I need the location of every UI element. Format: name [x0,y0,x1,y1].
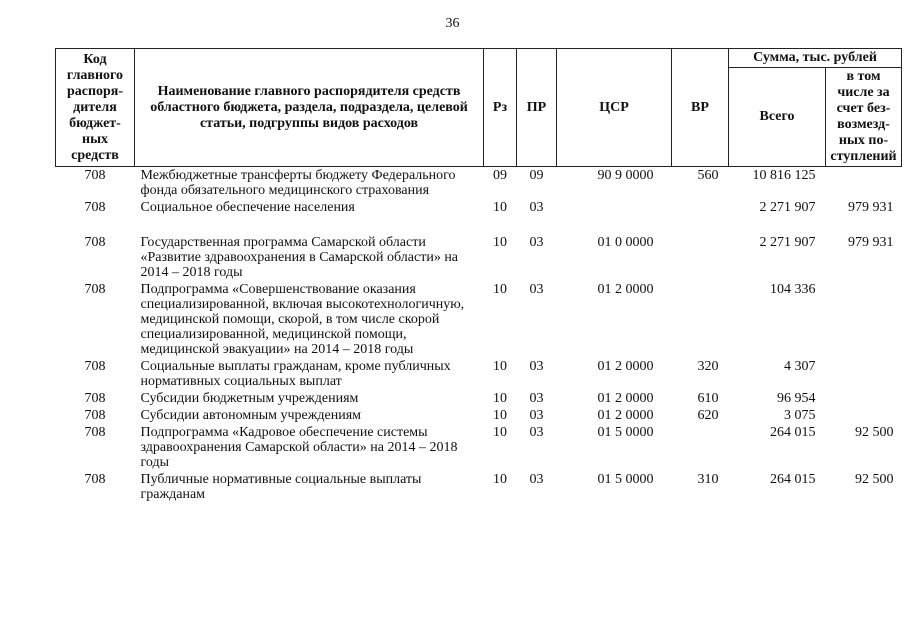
cell-rz: 10 [493,200,507,215]
table-row [56,234,902,281]
cell-grants: 979 931 [848,200,894,215]
cell-csr: 01 5 0000 [597,425,654,440]
cell-code: 708 [84,359,106,374]
cell-vr [672,199,729,234]
header-pr: ПР [517,49,557,167]
cell-grants: 92 500 [855,472,894,487]
cell-csr: 01 0 0000 [597,235,654,250]
cell-pr: 03 [529,391,544,406]
cell-name: Субсидии автономным учреждениям [140,408,362,423]
cell-code: 708 [84,200,106,215]
cell-vr: 620 [697,408,719,423]
cell-pr: 03 [529,408,544,423]
cell-grants [826,167,902,200]
cell-vr: 560 [697,168,719,183]
cell-csr: 01 5 0000 [597,472,654,487]
cell-rz: 09 [493,168,507,183]
header-sum: Сумма, тыс. рублей [729,49,902,68]
cell-total: 96 954 [777,391,816,406]
cell-total: 3 075 [784,408,816,423]
cell-grants [826,407,902,424]
cell-csr [557,199,672,234]
cell-code: 708 [84,168,106,183]
table-row [56,471,902,503]
cell-code: 708 [84,235,106,250]
cell-rz: 10 [493,282,507,297]
table-row [56,390,902,407]
table-row [56,281,902,358]
cell-code: 708 [84,472,106,487]
cell-rz: 10 [493,359,507,374]
cell-vr [672,424,729,471]
cell-pr: 03 [529,359,544,374]
cell-rz: 10 [493,425,507,440]
header-grants: в том числе за счет без-возмезд-ных по-ступлений [826,68,902,167]
cell-rz: 10 [493,472,507,487]
cell-pr: 09 [529,168,544,183]
budget-table [55,48,902,503]
cell-total: 10 816 125 [752,168,816,183]
cell-csr: 90 9 0000 [597,168,654,183]
cell-name: Субсидии бюджетным учреждениям [140,391,359,406]
cell-vr: 310 [697,472,719,487]
cell-name: Подпрограмма «Совершенствование оказания специализированной, включая высокотехнологичную, медицинской помощи, скорой, в том числе скорой специализированной, медицинской помощи, медицинской эвакуации» на 2014 – 2018 годы [140,282,465,357]
table-row [56,358,902,390]
header-total: Всего [729,68,826,167]
table-row [56,199,902,234]
header-name: Наименование главного распорядителя средств областного бюджета, раздела, подраздела, целевой статьи, подгруппы видов расходов [135,49,484,167]
cell-pr: 03 [529,472,544,487]
cell-vr: 610 [697,391,719,406]
cell-csr: 01 2 0000 [597,391,654,406]
header-csr: ЦСР [557,49,672,167]
header-code: Код главного распоря-дителя бюджет-ных средств [56,49,135,167]
cell-total: 2 271 907 [759,235,816,250]
cell-csr: 01 2 0000 [597,408,654,423]
table-header [56,49,902,167]
cell-pr: 03 [529,425,544,440]
table-row [56,424,902,471]
cell-total: 264 015 [770,425,816,440]
cell-name: Подпрограмма «Кадровое обеспечение системы здравоохранения Самарской области» на 2014 – 2018 годы [140,425,458,470]
table-row [56,407,902,424]
cell-grants [826,281,902,358]
cell-csr: 01 2 0000 [597,282,654,297]
cell-rz: 10 [493,391,507,406]
cell-grants: 979 931 [848,235,894,250]
table-body [56,167,902,504]
cell-code: 708 [84,391,106,406]
cell-name: Государственная программа Самарской области «Развитие здравоохранения в Самарской области» на 2014 – 2018 годы [140,235,459,280]
cell-name: Социальные выплаты гражданам, кроме публичных нормативных социальных выплат [140,359,451,389]
cell-pr: 03 [529,200,544,215]
cell-csr: 01 2 0000 [597,359,654,374]
cell-rz: 10 [493,235,507,250]
cell-grants: 92 500 [855,425,894,440]
cell-total: 264 015 [770,472,816,487]
cell-total: 4 307 [784,359,816,374]
header-vr: ВР [672,49,729,167]
cell-pr: 03 [529,235,544,250]
cell-grants [826,358,902,390]
cell-code: 708 [84,425,106,440]
cell-code: 708 [84,282,106,297]
cell-name: Социальное обеспечение населения [140,200,355,215]
cell-pr: 03 [529,282,544,297]
page-number: 36 [445,16,460,31]
cell-rz: 10 [493,408,507,423]
cell-code: 708 [84,408,106,423]
cell-total: 104 336 [770,282,816,297]
cell-total: 2 271 907 [759,200,816,215]
cell-grants [826,390,902,407]
cell-vr [672,234,729,281]
cell-vr [672,281,729,358]
cell-name: Публичные нормативные социальные выплаты гражданам [140,472,422,502]
cell-name: Межбюджетные трансферты бюджету Федерального фонда обязательного медицинского страхования [140,168,456,198]
header-rz: Рз [484,49,517,167]
table-row [56,167,902,200]
cell-vr: 320 [697,359,719,374]
